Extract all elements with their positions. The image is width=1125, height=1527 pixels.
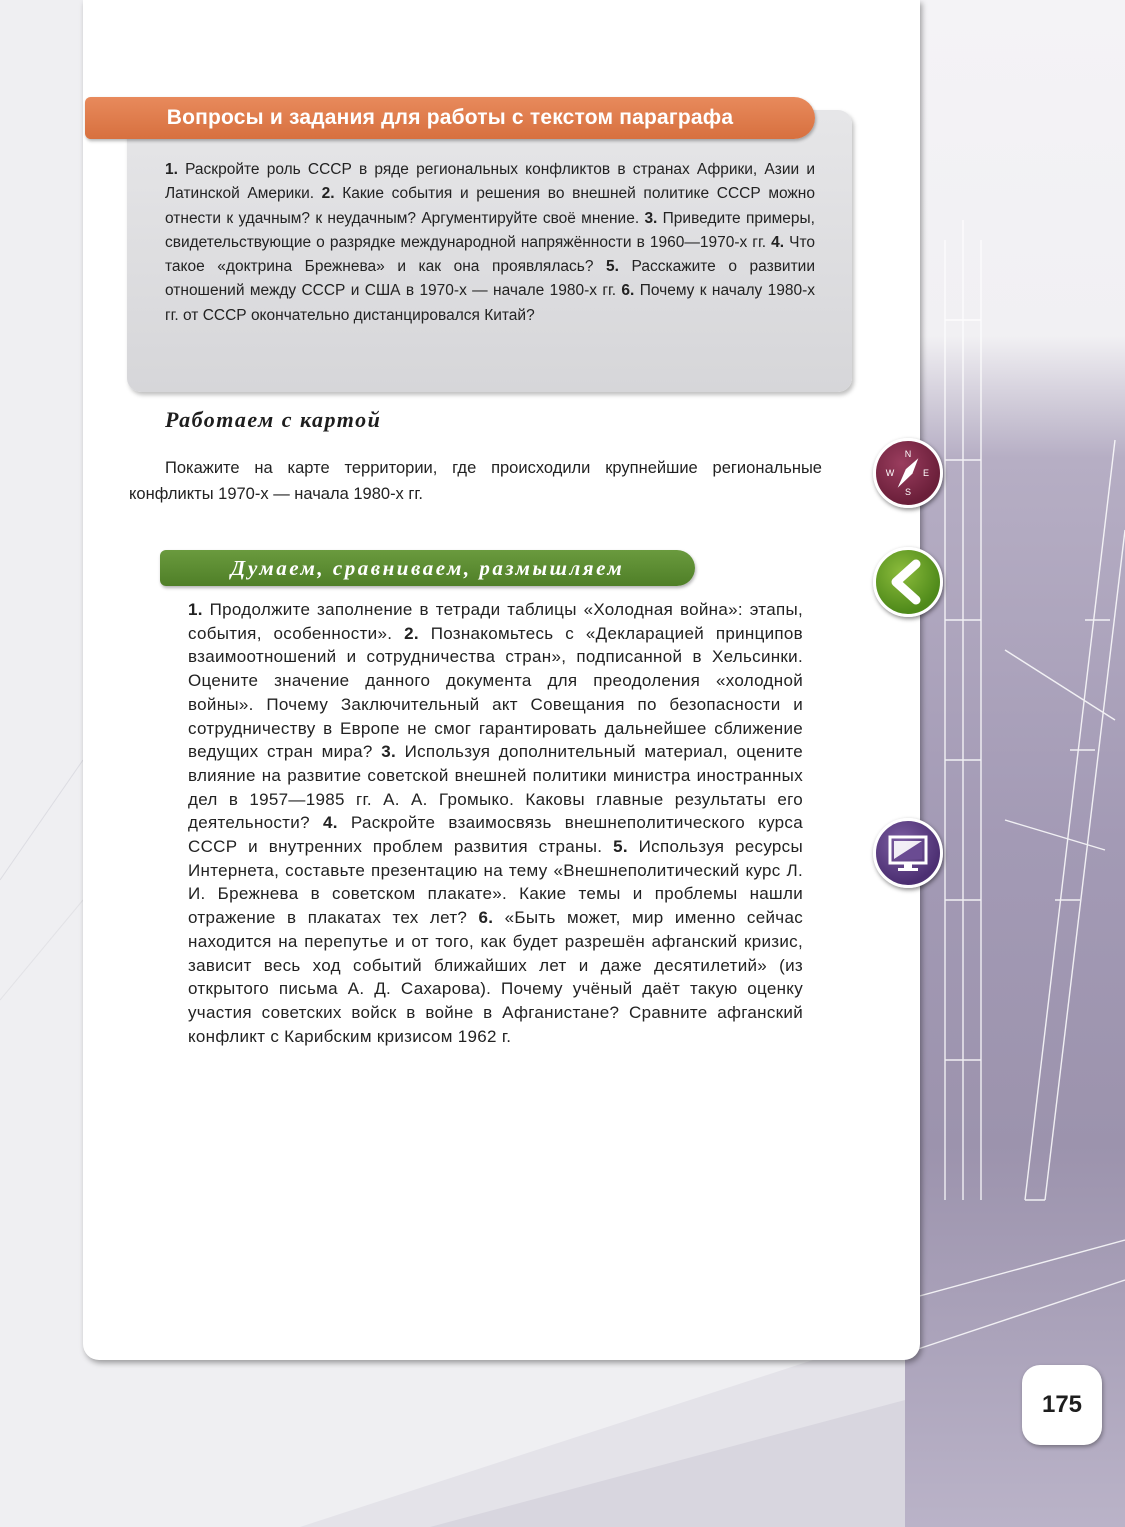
task-text: Познакомьтесь с «Декларацией принципов взаимоотношений и сотрудничества стран», подписанной в Хельсинки. Оцените значение данного документа для преодоления «холодной войны». Почему Заключительный акт Совещания по безопасности и сотрудничеству в Европе не смог гарантировать дальнейшее сближение ведущих стран мира? [188, 623, 804, 762]
question-text: Почему к началу 1980-х гг. от СССР окончательно дистанцировался Китай? [165, 282, 815, 324]
back-button[interactable] [873, 547, 943, 617]
compass-west-letter: W [885, 468, 895, 478]
think-text [188, 598, 803, 1048]
task-number: 2. [404, 623, 419, 643]
question-text: Расскажите о развитии отношений между СССР и США в 1970-х — начале 1980-х гг. [165, 258, 816, 300]
compass-icon [876, 441, 940, 505]
questions-header: Вопросы и задания для работы с текстом параграфа [85, 97, 815, 139]
compass-south-letter: S [904, 487, 912, 497]
back-arrow-icon [876, 550, 940, 614]
think-header: Думаем, сравниваем, размышляем [160, 550, 695, 586]
task-number: 4. [322, 813, 338, 833]
task-number: 6. [478, 908, 494, 928]
task-text: Используя ресурсы Интернета, составьте презентацию на тему «Внешнеполитический курс Л. И. Брежнева в советском плакате». Какие темы и проблемы нашли отражение в плакатах тех лет? [188, 837, 804, 928]
task-text: Раскройте взаимосвязь внешнеполитического курса СССР и внутренних проблем развития страны. [188, 813, 803, 857]
compass-button[interactable] [873, 438, 943, 508]
question-text: Какие события и решения во внешней политике СССР можно отнести к удачным? к неудачным? Аргументируйте своё мнение. [165, 185, 815, 227]
question-text: Что такое «доктрина Брежнева» и как она проявлялась? [165, 233, 815, 276]
question-text: Раскройте роль СССР в ряде региональных конфликтов в странах Африки, Азии и Латинской Америки. [165, 161, 815, 203]
task-text: «Быть может, мир именно сейчас находится на перепутье и от того, как будет разрешён афганский кризис, зависит весь ход событий ближайших лет и даже десятилетий» (из открытого письма А. Д. Сахарова). Почему учёный даёт такую оценку участия советских войск в войне в Афганистане? Сравните афганский конфликт с Карибским кризисом 1962 г. [188, 908, 803, 1046]
compass-east-letter: E [922, 468, 930, 478]
question-text: Приведите примеры, свидетельствующие о разрядке международной напряжённости в 1960—1970-х гг. [165, 209, 815, 251]
map-section-text: Покажите на карте территории, где происходили крупнейшие региональные конфликты 1970-х — начала 1980-х гг. [129, 459, 822, 503]
task-number: 1. [188, 600, 203, 619]
task-number: 5. [613, 837, 628, 857]
page-number: 175 [1022, 1365, 1102, 1445]
question-number: 2. [321, 185, 335, 203]
question-number: 1. [165, 161, 178, 178]
task-text: Используя дополнительный материал, оцените влияние на развитие советской внешней политики министра иностранных дел в 1957—1985 гг. А. А. Громыко. Каковы главные результаты его деятельности? [188, 742, 804, 833]
computer-button[interactable] [873, 818, 943, 888]
computer-icon [876, 821, 940, 885]
questions-text [165, 158, 815, 328]
question-number: 6. [621, 282, 635, 300]
task-text: Продолжите заполнение в тетради таблицы «Холодная война»: этапы, события, особенности». [188, 600, 803, 643]
question-number: 4. [771, 233, 785, 251]
map-section-title: Работаем с картой [165, 407, 382, 432]
compass-north-letter: N [904, 449, 912, 459]
rocket-illustration [905, 200, 1125, 1400]
question-number: 3. [644, 209, 658, 227]
question-number: 5. [606, 258, 619, 276]
task-number: 3. [381, 742, 397, 762]
